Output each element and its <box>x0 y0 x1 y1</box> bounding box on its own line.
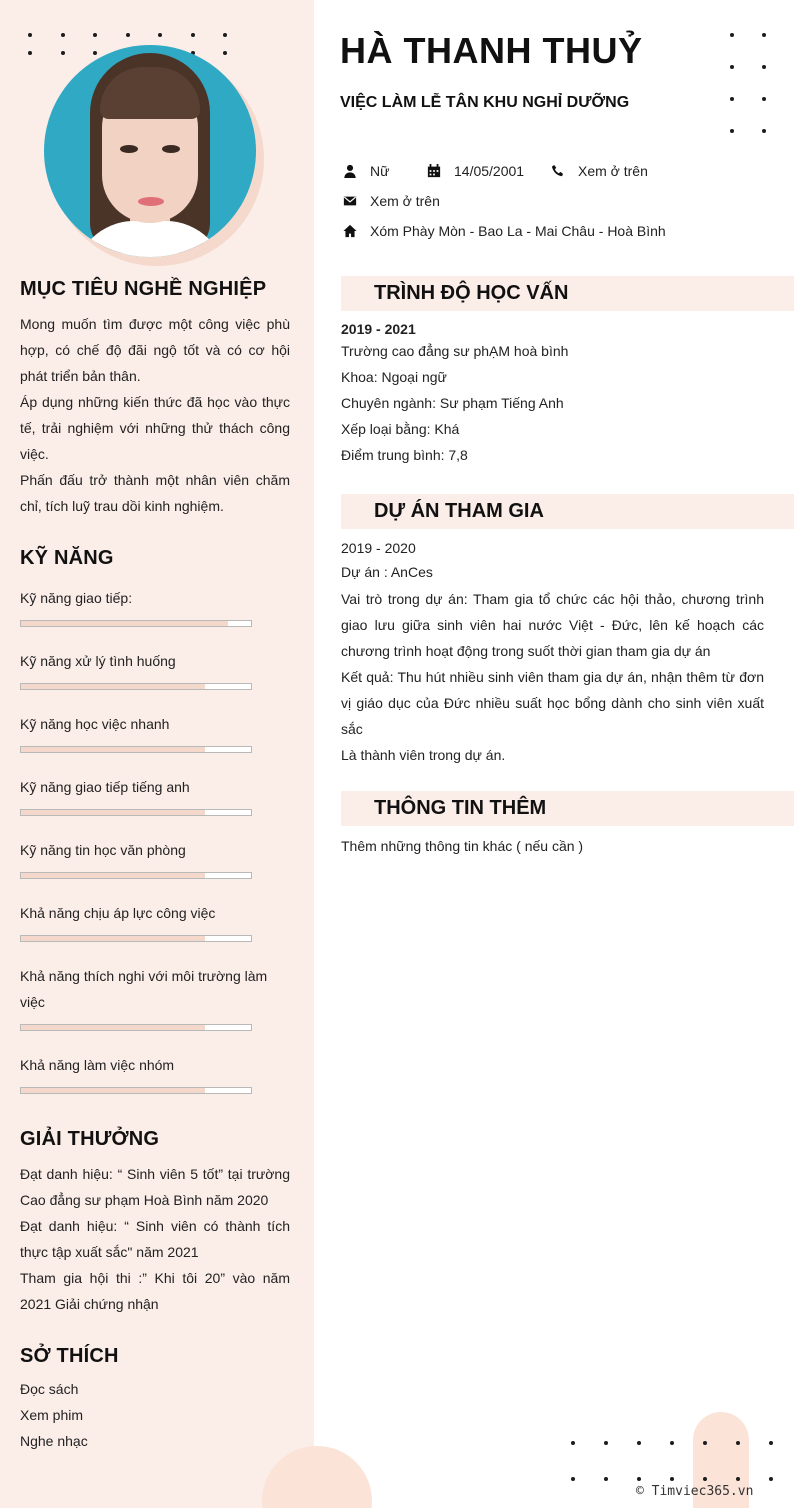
gender-value: Nữ <box>370 163 390 179</box>
projects-header <box>341 494 794 529</box>
decorative-dots <box>730 33 766 133</box>
education-period: 2019 - 2021 <box>341 321 416 337</box>
education-line: Điểm trung bình: 7,8 <box>341 447 468 463</box>
skill-label: Khả năng chịu áp lực công việc <box>20 905 216 921</box>
objective-paragraph: Áp dụng những kiến thức đã học vào thực tế, trải nghiệm với những thử thách công việc. <box>20 394 290 462</box>
skill-label: Kỹ năng giao tiếp tiếng anh <box>20 779 190 795</box>
education-content <box>341 320 764 468</box>
phone-info <box>549 161 648 181</box>
candidate-name: HÀ THANH THUỶ <box>340 30 643 71</box>
skill-label: Kỹ năng tin học văn phòng <box>20 842 186 858</box>
hobby-item: Xem phim <box>20 1407 84 1423</box>
skill-bar <box>20 872 252 879</box>
skill-bar <box>20 683 252 690</box>
project-paragraph: Là thành viên trong dự án. <box>341 747 506 763</box>
education-line: Chuyên ngành: Sư phạm Tiếng Anh <box>341 395 564 411</box>
skill-bar <box>20 809 252 816</box>
award-item: Đạt danh hiệu: “ Sinh viên có thành tích thực tập xuất sắc" năm 2021 <box>20 1218 290 1260</box>
hobbies-heading: SỞ THÍCH <box>20 1345 119 1367</box>
education-line: Trường cao đẳng sư phẠM hoà bình <box>341 343 569 359</box>
home-icon <box>341 222 359 240</box>
phone-value: Xem ở trên <box>578 163 648 179</box>
person-icon <box>341 162 359 180</box>
skill-bar <box>20 1024 252 1031</box>
extra-heading: THÔNG TIN THÊM <box>374 797 547 819</box>
avatar <box>44 45 256 257</box>
awards-heading: GIẢI THƯỞNG <box>20 1128 160 1150</box>
skill-bar-fill <box>21 1025 205 1030</box>
skill-bar-fill <box>21 621 228 626</box>
email-info <box>341 191 440 211</box>
skill-label: Khả năng thích nghi với môi trường làm việc <box>20 968 268 1010</box>
gender-info <box>341 161 389 181</box>
skill-bar-fill <box>21 873 205 878</box>
decorative-dots <box>571 1441 773 1481</box>
skill-label: Kỹ năng học việc nhanh <box>20 716 170 732</box>
calendar-icon <box>425 162 443 180</box>
skill-bar <box>20 620 252 627</box>
skill-label: Kỹ năng giao tiếp: <box>20 590 133 606</box>
skill-bar-fill <box>21 936 205 941</box>
skill-bar-fill <box>21 810 205 815</box>
hobby-item: Đọc sách <box>20 1381 79 1397</box>
copyright: © Timviec365.vn <box>636 1484 754 1499</box>
extra-text: Thêm những thông tin khác ( nếu cần ) <box>341 838 584 854</box>
skills-section <box>20 547 290 570</box>
education-line: Khoa: Ngoại ngữ <box>341 369 447 385</box>
objective-paragraph: Mong muốn tìm được một công việc phù hợp, có chế độ đãi ngộ tốt và có cơ hội phát triển bản thân. <box>20 316 290 384</box>
phone-icon <box>549 162 567 180</box>
project-paragraph: Vai trò trong dự án: Tham gia tổ chức các hội thảo, chương trình giao lưu giữa sinh viên hai nước Việt - Đức, lên kế hoạch các chương trình hoạt động trong suốt thời gian tham gia dự án <box>341 591 764 659</box>
skill-bar-fill <box>21 684 205 689</box>
education-line: Xếp loại bằng: Khá <box>341 421 460 437</box>
objective-heading: MỤC TIÊU NGHỀ NGHIỆP <box>20 278 267 300</box>
hobbies-section <box>20 1345 290 1454</box>
project-period: 2019 - 2020 <box>341 540 416 556</box>
award-item: Đạt danh hiệu: “ Sinh viên 5 tốt” tại trường Cao đẳng sư phạm Hoà Bình năm 2020 <box>20 1166 290 1208</box>
skill-bar <box>20 1087 252 1094</box>
email-value: Xem ở trên <box>370 193 440 209</box>
extra-header <box>341 791 794 826</box>
skills-heading: KỸ NĂNG <box>20 547 114 569</box>
project-name: Dự án : AnCes <box>341 564 433 580</box>
projects-heading: DỰ ÁN THAM GIA <box>374 500 544 522</box>
hobby-item: Nghe nhạc <box>20 1433 88 1449</box>
award-item: Tham gia hội thi :” Khi tôi 20” vào năm 2021 Giải chứng nhận <box>20 1270 290 1312</box>
skill-bar-fill <box>21 1088 205 1093</box>
skill-bar <box>20 746 252 753</box>
sidebar <box>0 0 314 1508</box>
project-paragraph: Kết quả: Thu hút nhiều sinh viên tham gia dự án, nhận thêm từ đơn vị giáo dục của Đức nhiều suất học bổng dành cho sinh viên xuất sắc <box>341 669 764 737</box>
awards-section <box>20 1128 290 1317</box>
job-title: VIỆC LÀM LỄ TÂN KHU NGHỈ DƯỠNG <box>340 94 630 111</box>
address-value: Xóm Phày Mòn - Bao La - Mai Châu - Hoà Bình <box>370 223 666 239</box>
skill-bar <box>20 935 252 942</box>
skill-label: Kỹ năng xử lý tình huống <box>20 653 176 669</box>
education-header <box>341 276 794 311</box>
skill-bar-fill <box>21 747 205 752</box>
dob-value: 14/05/2001 <box>454 163 525 179</box>
address-info <box>341 221 666 241</box>
skill-label: Khả năng làm việc nhóm <box>20 1057 175 1073</box>
objective-section <box>20 278 290 519</box>
projects-content <box>341 538 764 768</box>
education-heading: TRÌNH ĐỘ HỌC VẤN <box>374 282 569 304</box>
dob-info <box>425 161 524 181</box>
envelope-icon <box>341 192 359 210</box>
objective-paragraph: Phấn đấu trở thành một nhân viên chăm chỉ, tích luỹ trau dồi kinh nghiệm. <box>20 472 290 514</box>
